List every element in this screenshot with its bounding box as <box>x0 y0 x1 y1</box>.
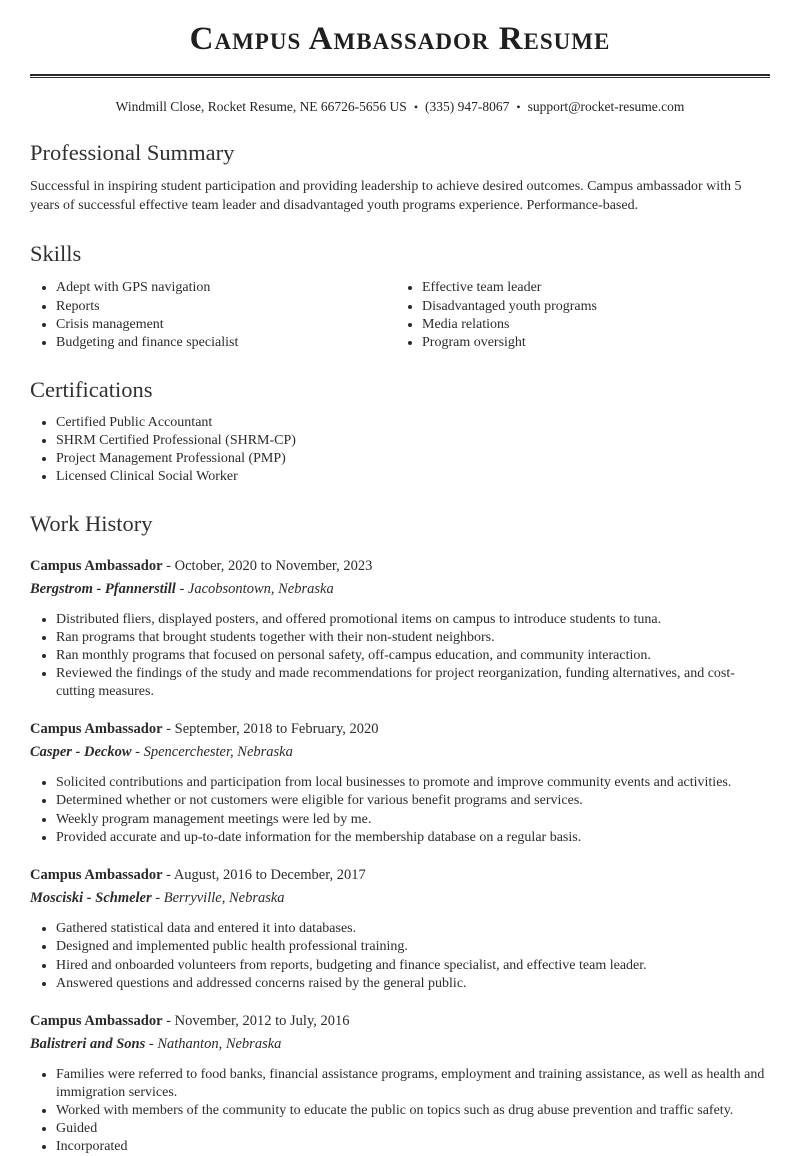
job-duty-item: • Weekly program management meetings were led by me. <box>56 811 770 829</box>
job-duty-item: • Incorporated <box>56 1138 770 1156</box>
contact-phone: (335) 947-8067 <box>425 99 510 115</box>
job-title: Campus Ambassador <box>30 721 163 738</box>
job-title: Campus Ambassador <box>30 557 163 574</box>
skill-item: • Reports <box>56 298 400 316</box>
certification-item: • SHRM Certified Professional (SHRM-CP) <box>56 432 770 450</box>
section-heading-professional-summary: Professional Summary <box>30 140 235 166</box>
contact-separator-dot: • <box>516 100 521 115</box>
contact-address: Windmill Close, Rocket Resume, NE 66726-5656 US <box>115 99 407 115</box>
job-entry <box>30 558 770 701</box>
job-location: Berryville, Nebraska <box>163 890 285 907</box>
job-duties-list <box>30 774 770 846</box>
job-entry <box>30 867 770 992</box>
job-location: Spencerchester, Nebraska <box>143 744 293 761</box>
skill-item: • Adept with GPS navigation <box>56 279 400 297</box>
job-dates: November, 2012 to July, 2016 <box>174 1013 350 1030</box>
job-duty-item: • Ran programs that brought students together with their non-student neighbors. <box>56 629 770 647</box>
skill-item: • Program oversight <box>422 334 770 352</box>
job-company-line <box>30 1036 770 1053</box>
job-title-line <box>30 1013 770 1030</box>
contact-separator-dot: • <box>413 100 419 115</box>
certification-item: • Project Management Professional (PMP) <box>56 450 770 468</box>
job-duty-item: • Guided <box>56 1120 770 1138</box>
job-duties-list <box>30 1066 770 1156</box>
certifications-list <box>30 414 770 486</box>
job-location: Jacobsontown, Nebraska <box>187 580 334 597</box>
document-title: Campus Ambassador Resume <box>189 21 611 57</box>
certification-item: • Certified Public Accountant <box>56 414 770 432</box>
resume-document <box>0 20 800 1156</box>
title-date-separator: - <box>162 867 174 884</box>
skills-list-column-2 <box>400 279 770 352</box>
title-date-separator: - <box>162 557 175 574</box>
job-entry <box>30 721 770 846</box>
job-duties-list <box>30 920 770 992</box>
certification-item: • Licensed Clinical Social Worker <box>56 468 770 486</box>
header-double-rule <box>30 74 770 79</box>
skill-item: • Effective team leader <box>422 279 770 297</box>
skills-columns <box>30 277 770 352</box>
job-duty-item: • Determined whether or not customers were eligible for various benefit programs and services. <box>56 792 770 810</box>
section-heading-certifications: Certifications <box>30 376 153 402</box>
company-name: Balistreri and Sons <box>30 1036 146 1053</box>
job-duty-item: • Distributed fliers, displayed posters, and offered promotional items on campus to introduce students to tuna. <box>56 611 770 629</box>
job-title-line <box>30 867 770 884</box>
job-title: Campus Ambassador <box>30 867 163 884</box>
contact-email: support@rocket-resume.com <box>527 99 685 115</box>
job-title-line <box>30 558 770 575</box>
job-duty-item: • Hired and onboarded volunteers from reports, budgeting and finance specialist, and effective team leader. <box>56 957 770 975</box>
section-heading-skills: Skills <box>30 240 82 266</box>
job-dates: October, 2020 to November, 2023 <box>174 557 373 574</box>
company-location-separator: - <box>145 1036 158 1053</box>
section-heading-work-history: Work History <box>30 510 153 536</box>
job-duty-item: • Ran monthly programs that focused on personal safety, off-campus education, and community interaction. <box>56 647 770 665</box>
job-duty-item: • Designed and implemented public health professional training. <box>56 938 770 956</box>
job-company-line <box>30 890 770 907</box>
job-duty-item: • Gathered statistical data and entered it into databases. <box>56 920 770 938</box>
professional-summary-text: Successful in inspiring student participation and providing leadership to achieve desired outcomes. Campus ambassador with 5 years of successful effective team leader and disadvantaged youth programs experience. Performance-based. <box>30 178 742 214</box>
contact-line <box>30 99 770 115</box>
job-duty-item: • Provided accurate and up-to-date information for the membership database on a regular basis. <box>56 829 770 847</box>
skill-item: • Crisis management <box>56 316 400 334</box>
title-date-separator: - <box>162 721 175 738</box>
company-name: Bergstrom - Pfannerstill <box>30 580 176 597</box>
skills-list-column-1 <box>30 279 400 352</box>
job-company-line <box>30 581 770 598</box>
job-location: Nathanton, Nebraska <box>157 1036 282 1053</box>
title-date-separator: - <box>162 1013 175 1030</box>
job-dates: September, 2018 to February, 2020 <box>174 721 379 738</box>
company-location-separator: - <box>131 744 144 761</box>
job-company-line <box>30 744 770 761</box>
job-duty-item: • Families were referred to food banks, financial assistance programs, employment and training assistance, as well as health and immigration services. <box>56 1066 770 1101</box>
job-duty-item: • Reviewed the findings of the study and made recommendations for project reorganization, funding alternatives, and cost-cutting measures. <box>56 665 770 700</box>
job-duties-list <box>30 611 770 701</box>
job-duty-item: • Solicited contributions and participation from local businesses to promote and improve community events and activities. <box>56 774 770 792</box>
skill-item: • Disadvantaged youth programs <box>422 298 770 316</box>
skill-item: • Budgeting and finance specialist <box>56 334 400 352</box>
company-location-separator: - <box>175 580 188 597</box>
company-name: Casper - Deckow <box>30 744 132 761</box>
skill-item: • Media relations <box>422 316 770 334</box>
company-name: Mosciski - Schmeler <box>30 890 152 907</box>
job-duty-item: • Answered questions and addressed concerns raised by the general public. <box>56 975 770 993</box>
job-title: Campus Ambassador <box>30 1013 163 1030</box>
job-title-line <box>30 721 770 738</box>
job-duty-item: • Worked with members of the community to educate the public on topics such as drug abuse prevention and traffic safety. <box>56 1102 770 1120</box>
company-location-separator: - <box>151 890 164 907</box>
job-dates: August, 2016 to December, 2017 <box>173 867 366 884</box>
